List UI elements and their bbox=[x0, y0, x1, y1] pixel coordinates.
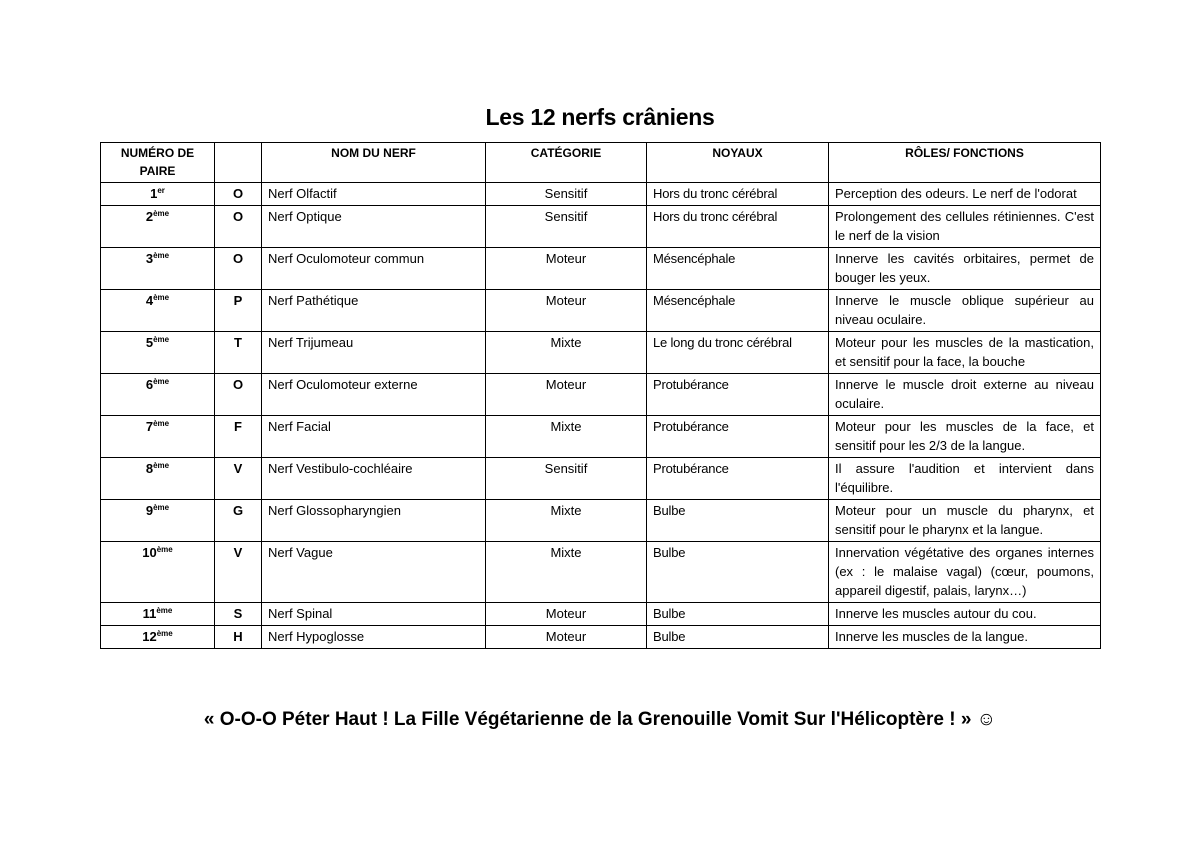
table-row bbox=[101, 206, 1101, 248]
mnemonic-letter: O bbox=[215, 374, 262, 416]
table-row bbox=[101, 332, 1101, 374]
nerve-role: Il assure l'audition et intervient dans l'équilibre. bbox=[829, 458, 1101, 500]
header-nom: NOM DU NERF bbox=[262, 143, 486, 183]
nerve-category: Sensitif bbox=[486, 183, 647, 206]
pair-number-cell bbox=[101, 248, 215, 290]
nerve-name: Nerf Olfactif bbox=[262, 183, 486, 206]
pair-number-cell bbox=[101, 374, 215, 416]
nerve-category: Moteur bbox=[486, 374, 647, 416]
pair-number: 1 bbox=[150, 186, 158, 201]
nerve-name: Nerf Oculomoteur commun bbox=[262, 248, 486, 290]
pair-number-suffix: ème bbox=[153, 461, 170, 470]
nerve-nuclei: Bulbe bbox=[647, 500, 829, 542]
pair-number: 3 bbox=[145, 251, 154, 266]
pair-number-suffix: ème bbox=[153, 503, 170, 512]
table-row bbox=[101, 603, 1101, 626]
pair-number-suffix: er bbox=[157, 186, 165, 195]
pair-number-cell bbox=[101, 603, 215, 626]
nerve-category: Moteur bbox=[486, 248, 647, 290]
header-categorie: CATÉGORIE bbox=[486, 143, 647, 183]
pair-number-cell bbox=[101, 458, 215, 500]
pair-number: 7 bbox=[145, 419, 154, 434]
pair-number: 6 bbox=[145, 377, 154, 392]
mnemonic-letter: H bbox=[215, 626, 262, 649]
nerve-category: Moteur bbox=[486, 626, 647, 649]
mnemonic-letter: V bbox=[215, 458, 262, 500]
nerve-category: Mixte bbox=[486, 416, 647, 458]
pair-number-suffix: ème bbox=[153, 377, 170, 386]
pair-number: 5 bbox=[145, 335, 154, 350]
header-noyaux: NOYAUX bbox=[647, 143, 829, 183]
table-row bbox=[101, 458, 1101, 500]
nerve-nuclei: Protubérance bbox=[647, 416, 829, 458]
nerve-category: Mixte bbox=[486, 542, 647, 603]
pair-number: 9 bbox=[145, 503, 154, 518]
nerve-nuclei: Mésencéphale bbox=[647, 248, 829, 290]
nerve-name: Nerf Pathétique bbox=[262, 290, 486, 332]
pair-number: 10 bbox=[142, 545, 157, 560]
table-row bbox=[101, 290, 1101, 332]
nerve-name: Nerf Glossopharyngien bbox=[262, 500, 486, 542]
mnemonic-letter: P bbox=[215, 290, 262, 332]
nerve-category: Sensitif bbox=[486, 458, 647, 500]
nerve-category: Moteur bbox=[486, 290, 647, 332]
table-row bbox=[101, 626, 1101, 649]
nerve-category: Mixte bbox=[486, 500, 647, 542]
mnemonic-sentence: « O-O-O Péter Haut ! La Fille Végétarienne de la Grenouille Vomit Sur l'Hélicoptère ! » ☺ bbox=[203, 709, 997, 730]
nerve-nuclei: Protubérance bbox=[647, 458, 829, 500]
mnemonic-letter: T bbox=[215, 332, 262, 374]
pair-number-suffix: ème bbox=[153, 251, 170, 260]
pair-number-suffix: ème bbox=[153, 293, 170, 302]
header-roles: RÔLES/ FONCTIONS bbox=[829, 143, 1101, 183]
nerve-nuclei: Bulbe bbox=[647, 603, 829, 626]
pair-number-cell bbox=[101, 416, 215, 458]
nerve-role: Innerve le muscle oblique supérieur au niveau oculaire. bbox=[829, 290, 1101, 332]
nerve-name: Nerf Vestibulo-cochléaire bbox=[262, 458, 486, 500]
nerve-name: Nerf Spinal bbox=[262, 603, 486, 626]
nerve-role: Perception des odeurs. Le nerf de l'odorat bbox=[829, 183, 1101, 206]
nerve-role: Moteur pour un muscle du pharynx, et sensitif pour le pharynx et la langue. bbox=[829, 500, 1101, 542]
header-numero: NUMÉRO DE PAIRE bbox=[101, 143, 215, 183]
pair-number: 8 bbox=[145, 461, 154, 476]
nerve-nuclei: Le long du tronc cérébral bbox=[647, 332, 829, 374]
pair-number: 2 bbox=[145, 209, 154, 224]
pair-number-cell bbox=[101, 183, 215, 206]
nerve-role: Innerve le muscle droit externe au niveau oculaire. bbox=[829, 374, 1101, 416]
pair-number-cell bbox=[101, 626, 215, 649]
pair-number: 11 bbox=[142, 606, 157, 621]
page-title: Les 12 nerfs crâniens bbox=[485, 104, 715, 130]
nerve-category: Mixte bbox=[486, 332, 647, 374]
nerve-nuclei: Protubérance bbox=[647, 374, 829, 416]
mnemonic-letter: O bbox=[215, 206, 262, 248]
nerve-role: Innerve les cavités orbitaires, permet de bouger les yeux. bbox=[829, 248, 1101, 290]
table-header-row bbox=[101, 143, 1101, 183]
nerve-nuclei: Hors du tronc cérébral bbox=[647, 183, 829, 206]
nerve-name: Nerf Trijumeau bbox=[262, 332, 486, 374]
pair-number-suffix: ème bbox=[156, 545, 173, 554]
pair-number-suffix: ème bbox=[153, 209, 170, 218]
mnemonic-letter: G bbox=[215, 500, 262, 542]
pair-number: 4 bbox=[145, 293, 154, 308]
nerve-role: Innerve les muscles autour du cou. bbox=[829, 603, 1101, 626]
nerve-name: Nerf Vague bbox=[262, 542, 486, 603]
nerve-name: Nerf Hypoglosse bbox=[262, 626, 486, 649]
nerve-role: Innervation végétative des organes internes (ex : le malaise vagal) (cœur, poumons, appareil digestif, palais, larynx…) bbox=[829, 542, 1101, 603]
table-row bbox=[101, 500, 1101, 542]
nerve-category: Moteur bbox=[486, 603, 647, 626]
nerve-name: Nerf Facial bbox=[262, 416, 486, 458]
pair-number: 12 bbox=[142, 629, 157, 644]
table-row bbox=[101, 248, 1101, 290]
nerve-nuclei: Bulbe bbox=[647, 626, 829, 649]
mnemonic-letter: S bbox=[215, 603, 262, 626]
nerve-nuclei: Mésencéphale bbox=[647, 290, 829, 332]
table-row bbox=[101, 183, 1101, 206]
cranial-nerves-table bbox=[100, 142, 1101, 649]
pair-number-cell bbox=[101, 206, 215, 248]
pair-number-suffix: ème bbox=[156, 606, 173, 615]
nerve-nuclei: Hors du tronc cérébral bbox=[647, 206, 829, 248]
nerve-category: Sensitif bbox=[486, 206, 647, 248]
nerve-name: Nerf Oculomoteur externe bbox=[262, 374, 486, 416]
table-row bbox=[101, 374, 1101, 416]
nerve-role: Prolongement des cellules rétiniennes. C'est le nerf de la vision bbox=[829, 206, 1101, 248]
table-row bbox=[101, 416, 1101, 458]
nerve-role: Moteur pour les muscles de la mastication, et sensitif pour la face, la bouche bbox=[829, 332, 1101, 374]
table-row bbox=[101, 542, 1101, 603]
pair-number-cell bbox=[101, 500, 215, 542]
nerve-role: Innerve les muscles de la langue. bbox=[829, 626, 1101, 649]
pair-number-cell bbox=[101, 542, 215, 603]
nerve-nuclei: Bulbe bbox=[647, 542, 829, 603]
mnemonic-letter: O bbox=[215, 248, 262, 290]
nerve-name: Nerf Optique bbox=[262, 206, 486, 248]
pair-number-suffix: ème bbox=[156, 629, 173, 638]
pair-number-cell bbox=[101, 290, 215, 332]
pair-number-suffix: ème bbox=[153, 419, 170, 428]
header-lettre bbox=[215, 143, 262, 183]
pair-number-suffix: ème bbox=[153, 335, 170, 344]
mnemonic-letter: F bbox=[215, 416, 262, 458]
mnemonic-letter: V bbox=[215, 542, 262, 603]
pair-number-cell bbox=[101, 332, 215, 374]
nerve-role: Moteur pour les muscles de la face, et sensitif pour les 2/3 de la langue. bbox=[829, 416, 1101, 458]
mnemonic-letter: O bbox=[215, 183, 262, 206]
